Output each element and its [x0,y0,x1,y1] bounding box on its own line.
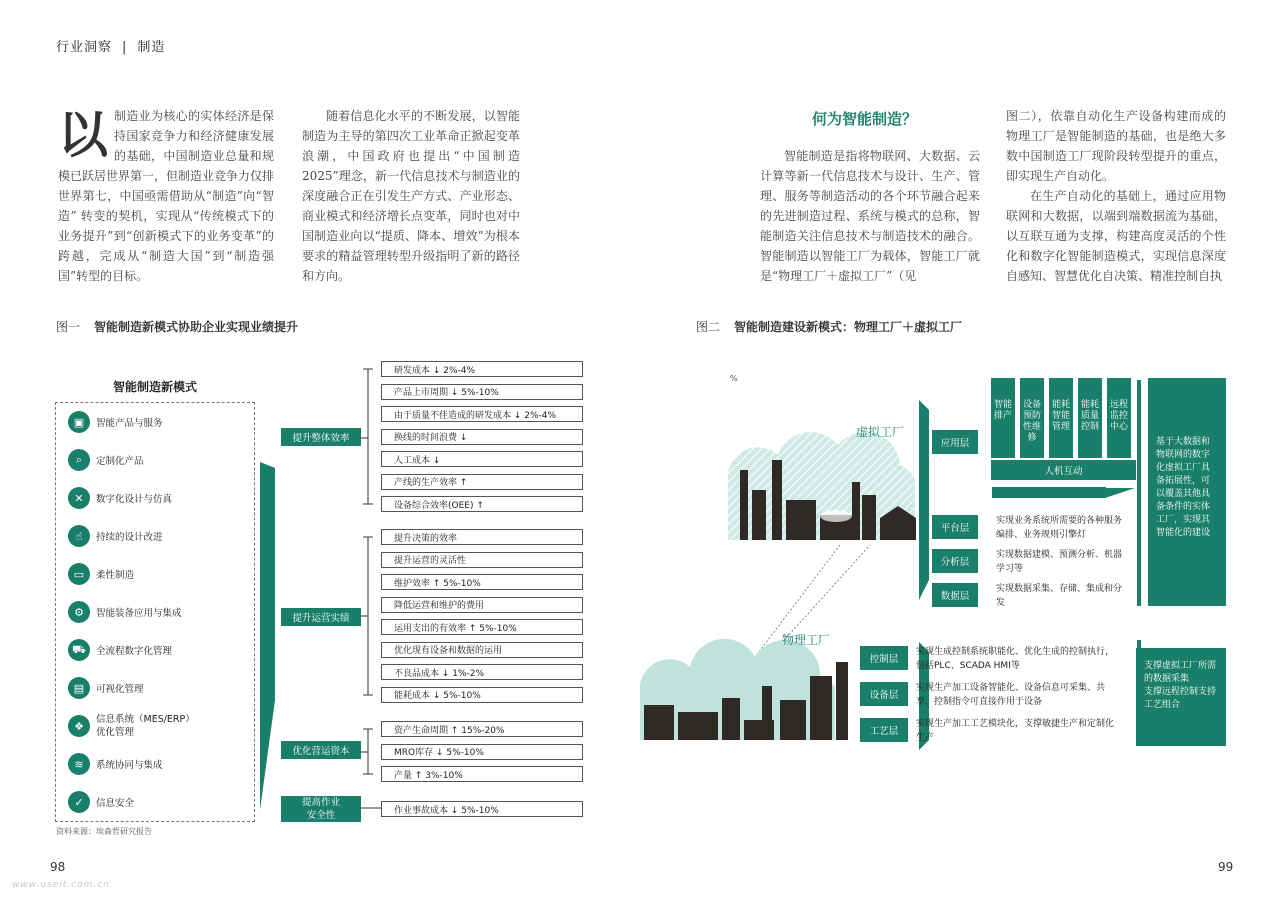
result-item: 降低运营和维护的费用 [381,597,583,613]
mode-item [68,599,182,625]
right-column-1 [760,146,980,286]
virtual-divider [1137,380,1141,606]
bracket-lines [360,369,381,808]
mode-item [68,523,163,549]
mode-label: 持续的设计改进 [96,532,163,543]
layer-1: 分析层 [932,549,978,573]
left-column-1 [58,106,274,286]
mode-label [96,713,195,739]
right-column-2 [1006,106,1226,286]
mode-label: 全流程数字化管理 [96,646,173,657]
layer-application: 应用层 [932,430,978,454]
robot-arm-icon: ⚙ [68,601,90,623]
layer-desc: 实现数据采集、存储、集成和分发 [996,584,1123,608]
result-item: 作业事故成本 ↓ 5%-10% [381,801,583,817]
mode-arrow [260,462,275,810]
result-item: 换线的时间浪费 ↓ [381,429,583,445]
header-divider: | [122,40,128,55]
mode-label: 信息安全 [96,798,135,809]
result-item: 提升决策的效率 [381,529,583,545]
result-item: 产品上市周期 ↓ 5%-10% [381,384,583,400]
result-item: 能耗成本 ↓ 5%-10% [381,687,583,703]
mode-label: 定制化产品 [96,456,144,467]
tools-icon: ✕ [68,487,90,509]
result-item: 优化现有设备和数据的运用 [381,642,583,658]
layers-icon: ≋ [68,753,90,775]
result-item: 设备综合效率(OEE) ↑ [381,496,583,512]
source-note: 资料来源：埃森哲研究报告 [56,827,152,836]
result-item: 提升运营的灵活性 [381,552,583,568]
layer-desc: 实现数据建模、预测分析、机器学习等 [996,550,1123,574]
mode-item [68,409,163,435]
left-column-2 [302,106,520,286]
figure1-title [56,318,298,335]
mode-label: 可视化管理 [96,684,144,695]
mode-title: 智能制造新模式 [112,380,197,394]
figure2-title [696,318,962,335]
mode-label-line1: 信息系统（MES/ERP） [96,714,195,725]
category-label-line2: 安全性 [306,810,336,821]
figure2-title-text: 智能制造建设新模式：物理工厂＋虚拟工厂 [734,320,963,334]
mode-item [68,675,144,701]
header-section: 行业洞察 [56,40,113,55]
layer-2: 数据层 [932,583,978,607]
col4-para1: 图二），依靠自动化生产设备构建而成的物理工厂是智能制造的基础，也是绝大多数中国制造工厂现阶段转型提升的重点，即实现生产自动化。 [1006,109,1226,183]
virtual-summary-box: 基于大数据和物联网的数字化虚拟工厂具备拓展性，可以覆盖其他具备条件的实体工厂，实现其智能化的建设 [1148,378,1226,606]
result-item: 维护效率 ↑ 5%-10% [381,574,583,590]
category-box: 提升运营实绩 [281,608,361,626]
bracket-operations [360,537,373,695]
result-item: 资产生命周期 ↑ 15%-20% [381,721,583,737]
hmi-bar: 人机互动 [991,460,1136,480]
mode-item [68,561,134,587]
mode-label: 智能产品与服务 [96,418,163,429]
col3-text: 智能制造是指将物联网、大数据、云计算等新一代信息技术与设计、生产、管理、服务等制造活动的各个环节融合起来的先进制造过程、系统与模式的总称，智能制造关注信息技术与制造技术的融合。智能制造以智能工厂为载体，智能工厂就是“物理工厂＋虚拟工厂”（见 [760,149,980,283]
col2-text: 随着信息化水平的不断发展，以智能制造为主导的第四次工业革命正掀起变革浪潮，中国政府也提出“中国制造2025”理念，新一代信息技术与制造业的深度融合正在引发生产方式、产业形态、商业模式和经济增长点变革，同时也对中国制造业向以“提质、降本、增效”为根本要求的精益管理转型升级指明了新的路径和方向。 [302,109,520,283]
virtual-factory-label: 虚拟工厂 [856,425,905,439]
physical-summary-box [1136,648,1226,746]
header-topic: 制造 [137,40,166,55]
mode-item [68,637,172,663]
mode-label: 系统协同与集成 [96,760,163,771]
virtual-arrow [919,400,929,600]
bracket-capital [360,729,373,774]
category-box: 提升整体效率 [281,428,361,446]
figure1-number: 图一 [56,320,81,334]
app-column: 能耗智能管理 [1049,378,1073,458]
mode-item [68,751,163,777]
page-number-right: 99 [1218,860,1234,874]
result-item: 人工成本 ↓ [381,451,583,467]
col1-text: 制造业为核心的实体经济是保持国家竞争力和经济健康发展的基础，中国制造业总量和规模已跃居世界第一，但制造业竞争力仅排世界第七，中国亟需借助从“制造”向“智造” 转变的契机，实现从“传统模式下的业务提升”到“创新模式下的业务变革”的跨越，完成从“制造大国”到“制造强国”转型的目标。 [58,109,275,283]
result-item: 产线的生产效率 ↑ [381,474,583,490]
physical-layer-2: 工艺层 [860,718,908,742]
cubes-icon: ❖ [68,715,90,737]
result-item: MRO库存 ↓ 5%-10% [381,744,583,760]
mode-item [68,485,172,511]
physical-layer-desc: 实现生产加工工艺模块化，支撑敏捷生产和定制化生产 [916,719,1115,743]
physical-layer-1: 设备层 [860,682,908,706]
mode-label: 智能装备应用与集成 [96,608,182,619]
percent-mark: % [730,374,738,383]
mode-label: 柔性制造 [96,570,135,581]
layer-desc: 实现业务系统所需要的各种服务编排、业务规则引擎灯 [996,516,1123,540]
hand-icon: ☝ [68,525,90,547]
page-number-left: 98 [50,860,66,874]
drop-cap: 以 [58,106,108,164]
page-header [56,36,165,55]
col4-para2: 在生产自动化的基础上，通过应用物联网和大数据，以端到端数据流为基础，以互联互通为支撑，构建高度灵活的个性化和数字化智能制造模式，实现信息深度自感知、智慧优化自决策、精准控制自执 [1006,189,1226,283]
mode-label-line2: 优化管理 [96,727,135,738]
mode-item [68,447,144,473]
hmi-wedge [993,488,1135,498]
result-item: 产量 ↑ 3%-10% [381,766,583,782]
figure2-number: 图二 [696,320,721,334]
result-item: 研发成本 ↓ 2%-4% [381,361,583,377]
monitor-icon: ▭ [68,563,90,585]
modes-box [55,402,255,822]
bracket-efficiency [360,369,373,504]
physical-layer-desc: 实现生产加工设备智能化、设备信息可采集、共享，控制指令可直接作用于设备 [916,683,1106,707]
physical-layer-0: 控制层 [860,646,908,670]
app-column: 设备预防性维修 [1020,378,1044,458]
physical-layer-desc: 实现生成控制系统职能化、优化生成的控制执行，包括PLC、SCADA HMI等 [916,647,1115,671]
app-column: 远程监控中心 [1107,378,1131,458]
layer-0: 平台层 [932,515,978,539]
category-box [281,796,361,822]
physical-factory-label: 物理工厂 [782,633,831,647]
result-item: 运用支出的有效率 ↑ 5%-10% [381,619,583,635]
magnifier-icon: ⌕ [68,449,90,471]
tablet-icon: ▣ [68,411,90,433]
screen-icon: ▤ [68,677,90,699]
physical-summary-2: 支撑远程控制支持工艺组合 [1144,687,1217,710]
result-item: 不良品成本 ↓ 1%-2% [381,664,583,680]
category-label-line1: 提高作业 [301,797,340,808]
app-column: 智能排产 [991,378,1015,458]
physical-summary-1: 支撑虚拟工厂所需的数据采集 [1144,661,1217,684]
shield-icon: ✓ [68,791,90,813]
category-box: 优化营运资本 [281,741,361,759]
mode-item [68,789,134,815]
figure1-title-text: 智能制造新模式协助企业实现业绩提升 [94,320,299,334]
mode-item [68,713,195,739]
section-heading: 何为智能制造？ [812,110,918,128]
app-column: 能耗质量控制 [1078,378,1102,458]
result-item: 由于质量不佳造成的研发成本 ↓ 2%-4% [381,406,583,422]
watermark: www.useit.com.cn [12,880,110,890]
mode-label: 数字化设计与仿真 [96,494,173,505]
truck-icon: ⛟ [68,639,90,661]
